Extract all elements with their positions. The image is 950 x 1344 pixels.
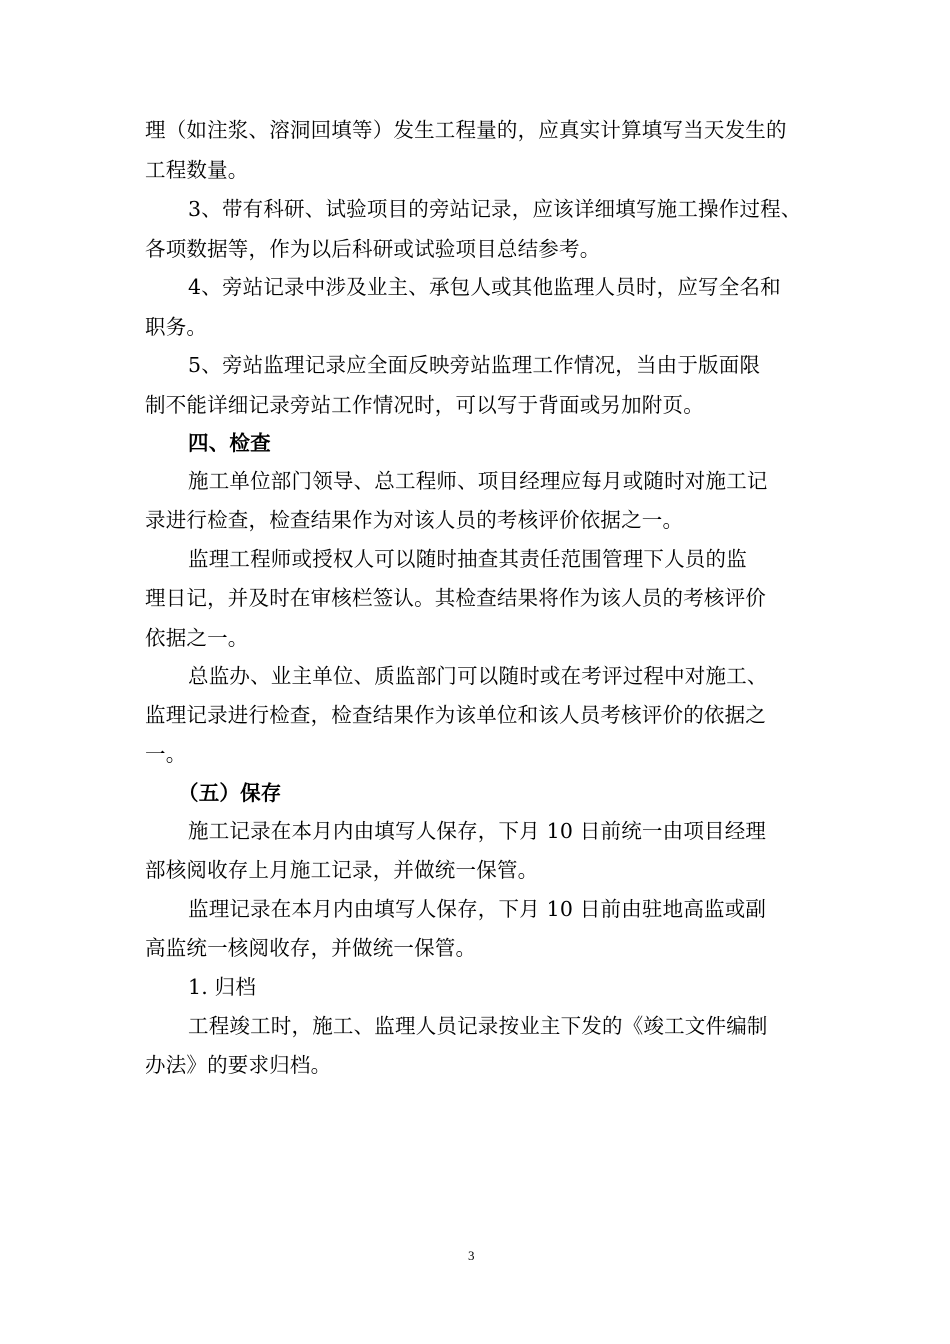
paragraph-line: 监理工程师或授权人可以随时抽查其责任范围管理下人员的监 [188,547,747,571]
paragraph-line: 各项数据等，作为以后科研或试验项目总结参考。 [145,237,601,261]
paragraph-line: 理日记，并及时在审核栏签认。其检查结果将作为该人员的考核评价 [145,586,766,610]
section-heading: （五）保存 [178,781,282,805]
paragraph-line: 理（如注浆、溶洞回填等）发生工程量的，应真实计算填写当天发生的 [145,118,787,142]
paragraph-line: 职务。 [145,315,208,339]
section-heading: 四、检查 [188,431,271,455]
paragraph-line: 高监统一核阅收存，并做统一保管。 [145,936,477,960]
paragraph-line: 部核阅收存上月施工记录，并做统一保管。 [145,858,539,882]
paragraph-line: 办法》的要求归档。 [145,1053,332,1077]
paragraph-line: 施工单位部门领导、总工程师、项目经理应每月或随时对施工记 [188,469,768,493]
paragraph-line: 3、带有科研、试验项目的旁站记录，应该详细填写施工操作过程、 [188,197,802,221]
paragraph-line: 监理记录进行检查，检查结果作为该单位和该人员考核评价的依据之 [145,703,766,727]
paragraph-line: 总监办、业主单位、质监部门可以随时或在考评过程中对施工、 [188,664,768,688]
paragraph-line: 工程数量。 [145,158,249,182]
paragraph-line: 5、旁站监理记录应全面反映旁站监理工作情况，当由于版面限 [188,353,761,377]
paragraph-line: 依据之一。 [145,626,249,650]
paragraph-line: 监理记录在本月内由填写人保存，下月 10 日前由驻地高监或副 [188,897,767,921]
page-number: 3 [468,1248,475,1263]
paragraph-line: 录进行检查，检查结果作为对该人员的考核评价依据之一。 [145,508,684,532]
subsection-heading: 1. 归档 [188,975,257,999]
paragraph-line: 一。 [145,742,187,766]
paragraph-line: 施工记录在本月内由填写人保存，下月 10 日前统一由项目经理 [188,819,767,843]
paragraph-line: 工程竣工时，施工、监理人员记录按业主下发的《竣工文件编制 [188,1014,768,1038]
paragraph-line: 4、旁站记录中涉及业主、承包人或其他监理人员时，应写全名和 [188,275,781,299]
paragraph-line: 制不能详细记录旁站工作情况时，可以写于背面或另加附页。 [145,393,704,417]
